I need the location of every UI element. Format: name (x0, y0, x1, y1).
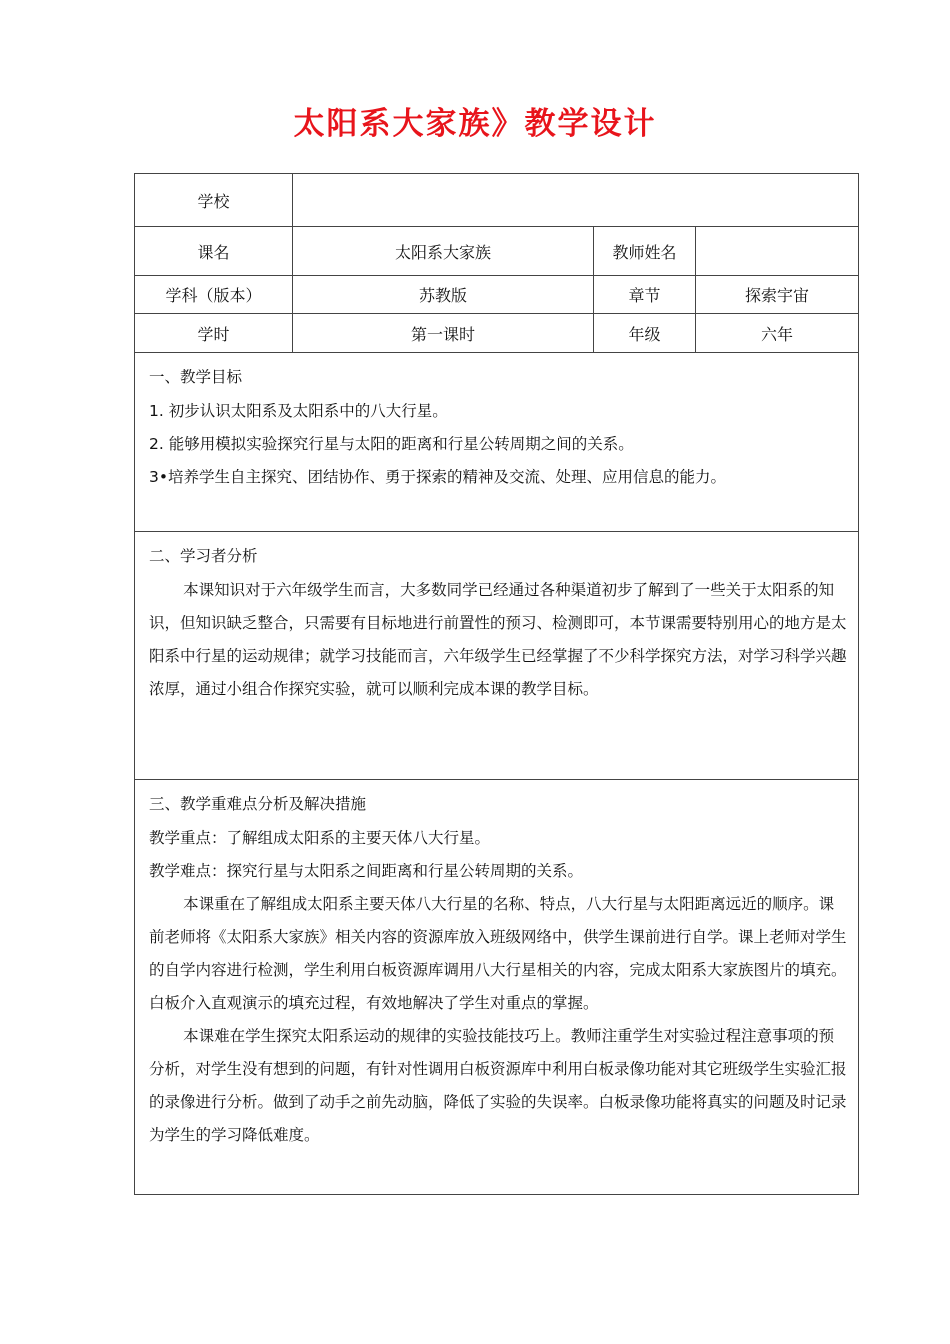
period-value: 第一课时 (293, 314, 594, 353)
course-label: 课名 (135, 227, 293, 276)
course-row (135, 227, 859, 276)
teaching-goals-heading: 一、教学目标 (149, 368, 243, 386)
course-value: 太阳系大家族 (293, 227, 594, 276)
school-row (135, 174, 859, 227)
analysis-paragraph-2: 本课难在学生探究太阳系运动的规律的实验技能技巧上。教师注重学生对实验过程注意事项的预分析，对学生没有想到的问题，有针对性调用白板资源库中利用白板录像功能对其它班级学生实验汇报的录像进行分析。做到了动手之前先动脑，降低了实验的失误率。白板录像功能将真实的问题及时记录为学生的学习降低难度。 (149, 1027, 847, 1144)
goal-item: 2. 能够用模拟实验探究行星与太阳的距离和行星公转周期之间的关系。 (149, 435, 634, 453)
key-point: 教学重点：了解组成太阳系的主要天体八大行星。 (149, 829, 491, 847)
analysis-paragraph-1: 本课重在了解组成太阳系主要天体八大行星的名称、特点，八大行星与太阳距离远近的顺序。课前老师将《太阳系大家族》相关内容的资源库放入班级网络中，供学生课前进行自学。课上老师对学生的自学内容进行检测，学生利用白板资源库调用八大行星相关的内容，完成太阳系大家族图片的填充。白板介入直观演示的填充过程，有效地解决了学生对重点的掌握。 (149, 895, 847, 1012)
grade-label: 年级 (594, 314, 696, 353)
learner-analysis-paragraph: 本课知识对于六年级学生而言，大多数同学已经通过各种渠道初步了解到了一些关于太阳系的知识，但知识缺乏整合，只需要有目标地进行前置性的预习、检测即可，本节课需要特别用心的地方是太阳系中行星的运动规律；就学习技能而言，六年级学生已经掌握了不少科学探究方法，对学习科学兴趣浓厚，通过小组合作探究实验，就可以顺利完成本课的教学目标。 (149, 581, 847, 698)
chapter-value: 探索宇宙 (696, 276, 859, 314)
teaching-goals-row (135, 353, 859, 532)
lesson-design-table (134, 173, 859, 1195)
goal-item: 1. 初步认识太阳系及太阳系中的八大行星。 (149, 402, 448, 420)
school-value (293, 174, 859, 227)
key-difficult-heading: 三、教学重难点分析及解决措施 (149, 795, 367, 813)
teacher-label: 教师姓名 (594, 227, 696, 276)
grade-value: 六年 (696, 314, 859, 353)
learner-analysis-row (135, 532, 859, 780)
teacher-value (696, 227, 859, 276)
learner-analysis-section (135, 532, 859, 780)
goal-item: 3•培养学生自主探究、团结协作、勇于探索的精神及交流、处理、应用信息的能力。 (149, 468, 727, 486)
teaching-goals-section (135, 353, 859, 532)
period-row (135, 314, 859, 353)
difficult-point: 教学难点：探究行星与太阳系之间距离和行星公转周期的关系。 (149, 862, 584, 880)
learner-analysis-heading: 二、学习者分析 (149, 547, 258, 565)
subject-value: 苏教版 (293, 276, 594, 314)
chapter-label: 章节 (594, 276, 696, 314)
key-difficult-points-section (135, 780, 859, 1195)
key-difficult-points-row (135, 780, 859, 1195)
subject-row (135, 276, 859, 314)
document-title: 太阳系大家族》教学设计 (293, 106, 657, 142)
period-label: 学时 (135, 314, 293, 353)
school-label: 学校 (135, 174, 293, 227)
subject-label: 学科（版本） (135, 276, 293, 314)
